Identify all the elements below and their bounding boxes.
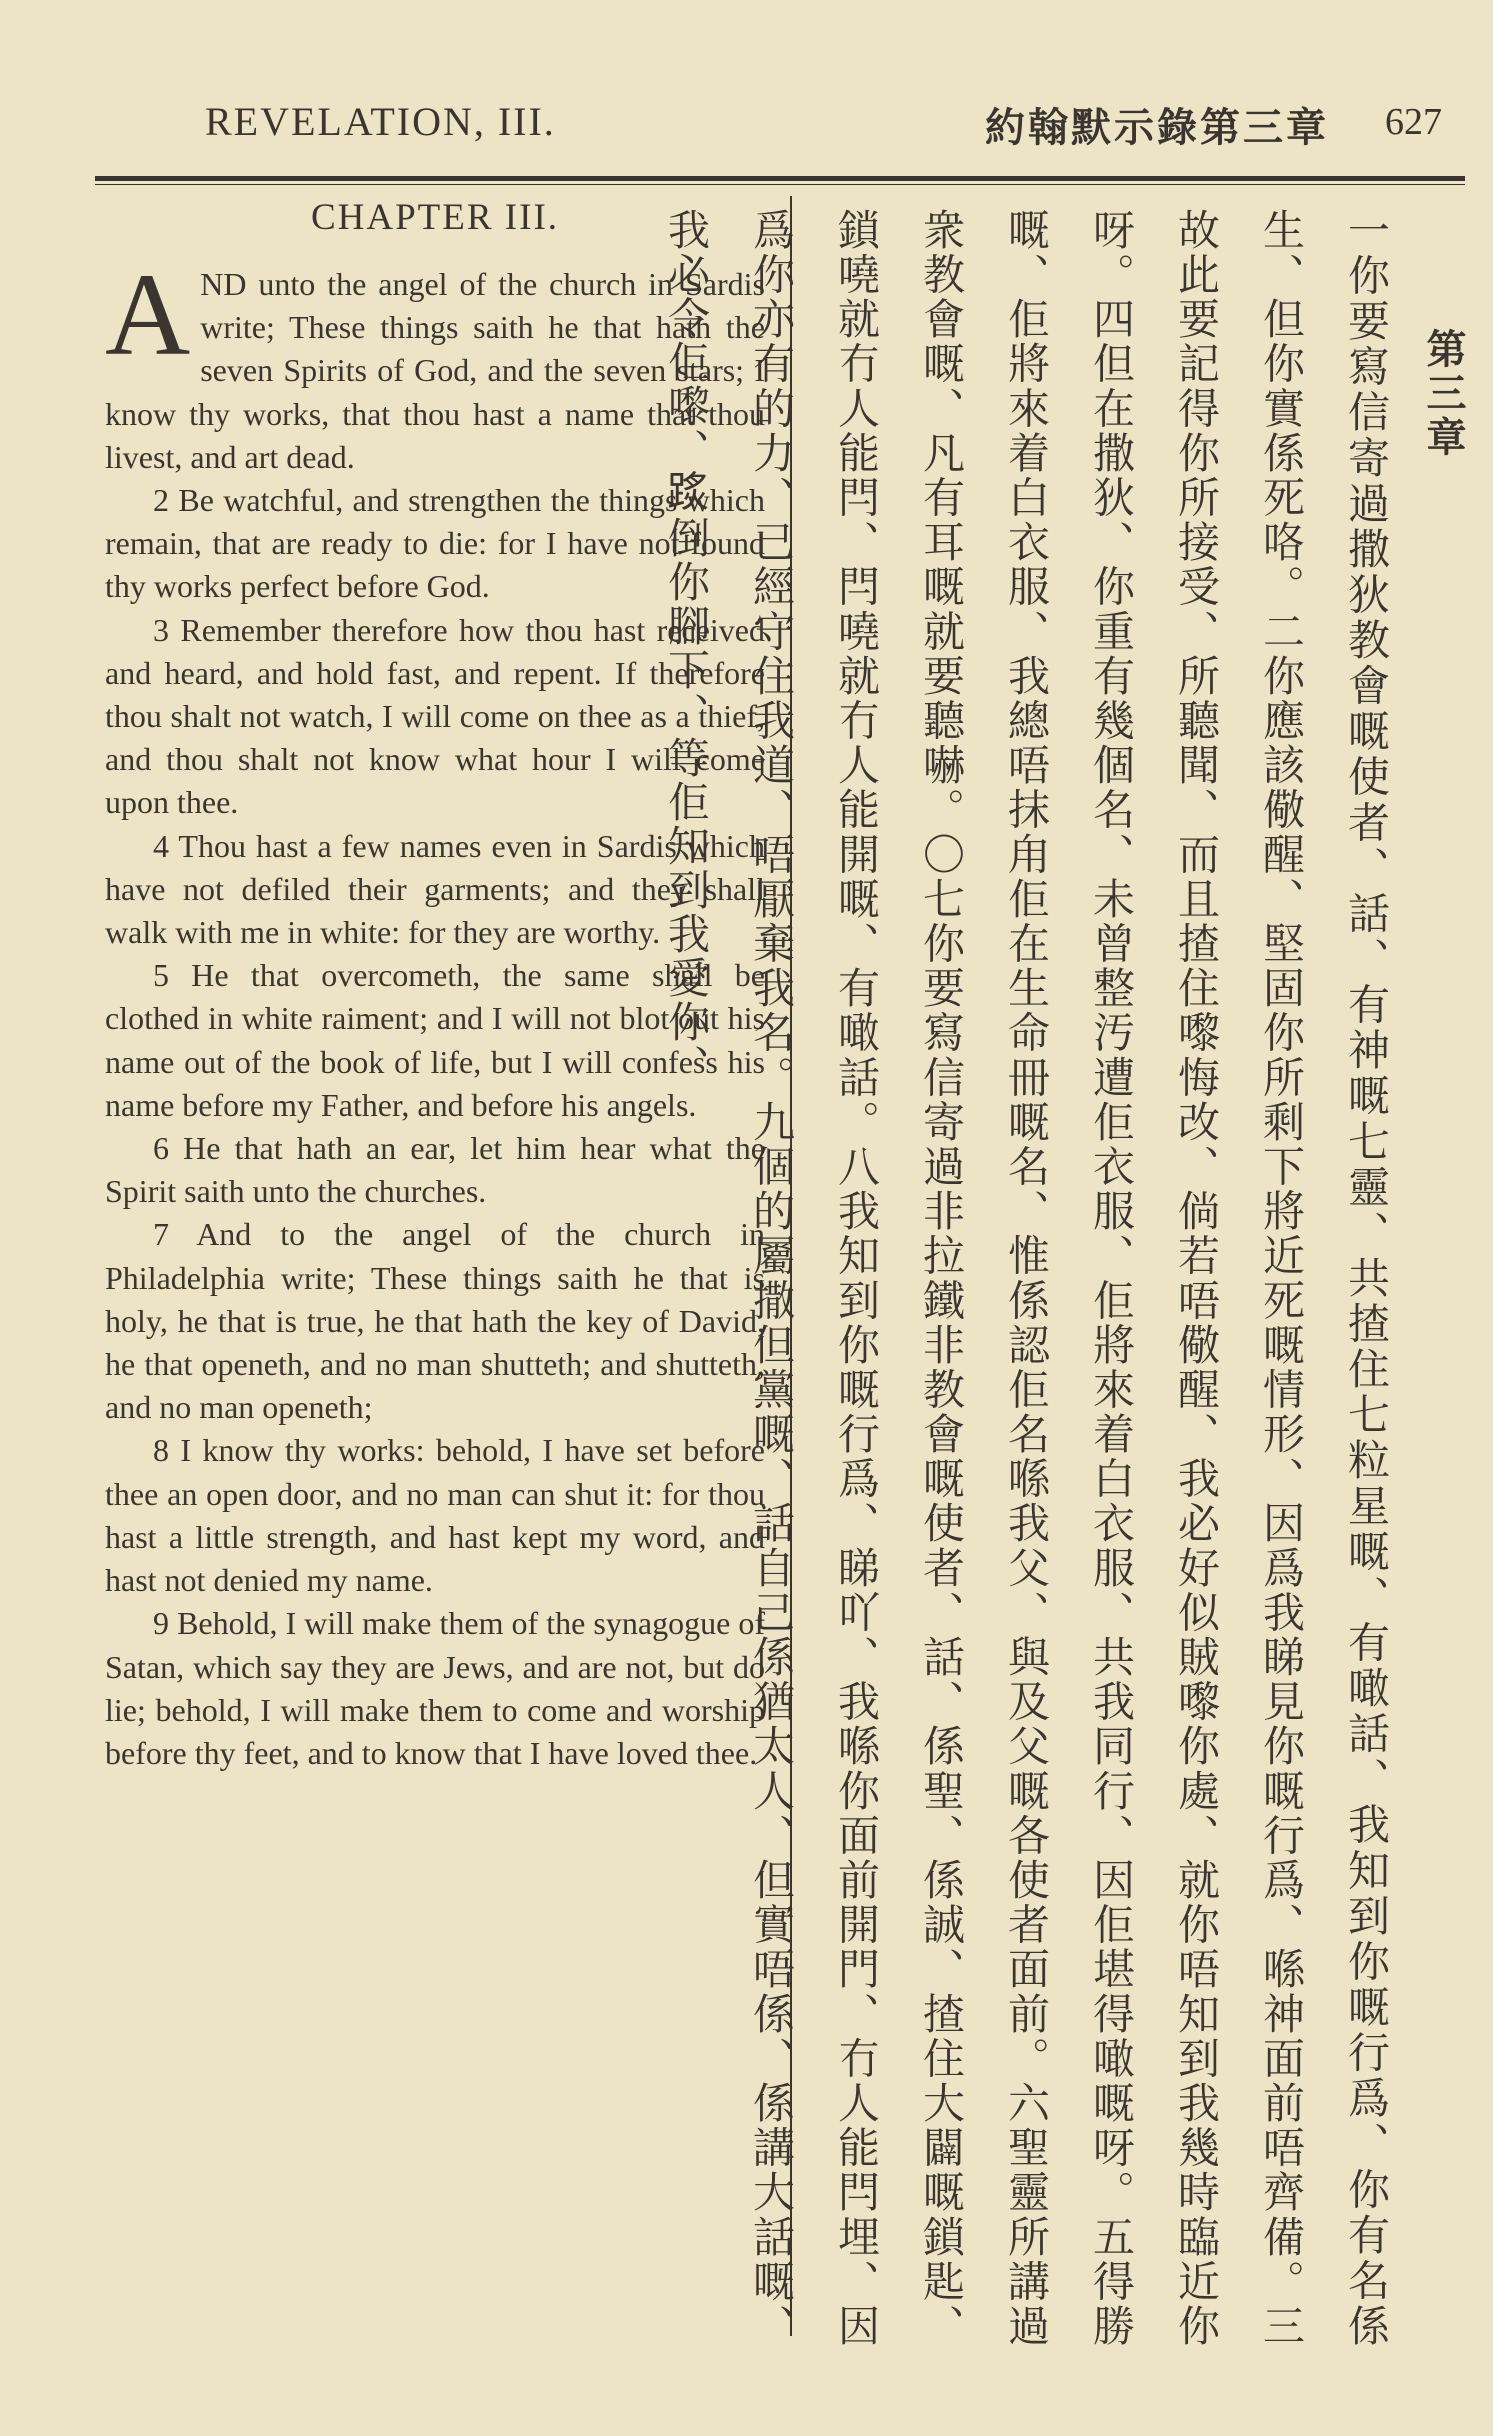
verse-2: 2 Be watchful, and strengthen the things which remain, that are ready to die: for I have not found thy works perfect before God.: [105, 482, 765, 605]
chapter-heading: CHAPTER III.: [310, 197, 560, 238]
header-rule-thin: [95, 184, 1465, 185]
verse-4: 4 Thou hast a few names even in Sardis which have not defiled their garments; and they shall walk with me in white: for they are worthy.: [105, 827, 765, 951]
verse-1-text: ND unto the angel of the church in Sardis write; These things saith he that hath the seven Spirits of God, and the seven stars; I know thy works, that thou hast a name that thou livest, and art dead.: [105, 266, 765, 475]
chinese-column: [662, 208, 1472, 2348]
running-header-english: REVELATION, III.: [205, 99, 556, 144]
chinese-chapter-heading: 第三章: [1420, 328, 1466, 460]
chinese-text: 一你要寫信寄過撒狄教會嘅使者、話、有神嘅七靈、共揸住七粒星嘅、有噉話、我知到你嘅行爲、你有名係生、但你實係死咯。二你應該儆醒、堅固你所剩下將近死嘅情形、因爲我睇見你嘅行爲、喺神面前唔齊備。三故此要記得你所接受、所聽聞、而且揸住嚟悔改、倘若唔儆醒、我必好似賊嚟你處、就你唔知到我幾時臨近你呀。四但在撒狄、你重有幾個名、未曾整汚遭佢衣服、佢將來着白衣服、共我同行、因佢堪得噉嘅呀。五得勝嘅、佢將來着白衣服、我總唔抹甪佢在生命冊嘅名、惟係認佢名喺我父、與及父嘅各使者面前。六聖靈所講過衆教會嘅、凡有耳嘅就要聽嚇。〇七你要寫信寄過非拉鐵非教會嘅使者、話、係聖、係誠、揸住大闢嘅鎖匙、鎖嘵就冇人能閂、閂嘵就冇人能開嘅、有噉話。八我知到你嘅行爲、睇吖、我喺你面前開門、冇人能閂埋、因爲你亦有的力、已經守住我道、唔厭棄我名。九個的屬撒但黨嘅、話自己係猶太人、但實唔係、係講大話嘅、我必令佢嚟、𨂂倒你腳下、等佢知到我愛你、: [662, 208, 1391, 2348]
header-rule-thick: [95, 176, 1465, 181]
verse-9: 9 Behold, I will make them of the synagogue of Satan, which say they are Jews, and are not, but do lie; behold, I will make them to come and worship before thy feet, and to know that I have loved thee.: [105, 1605, 765, 1771]
page-number: 627: [1385, 101, 1442, 143]
drop-cap: A: [105, 249, 191, 380]
verse-8: 8 I know thy works: behold, I have set before thee an open door, and no man can shut it: for thou hast a little strength, and hast kept my word, and hast not denied my name.: [105, 1432, 765, 1599]
running-header-chinese: 約翰默示錄第三章: [985, 104, 1329, 151]
verse-5: 5 He that overcometh, the same shall be clothed in white raiment; and I will not blot out his name out of the book of life, but I will confess his name before my Father, and before his angels.: [105, 957, 765, 1123]
verse-6: 6 He that hath an ear, let him hear what the Spirit saith unto the churches.: [105, 1130, 765, 1210]
verse-7: 7 And to the angel of the church in Philadelphia write; These things saith he that is holy, he that is true, he that hath the key of David, he that openeth, and no man shutteth; and shutteth, and no man openeth;: [105, 1216, 765, 1426]
verse-3: 3 Remember therefore how thou hast received and heard, and hold fast, and repent. If therefore thou shalt not watch, I will come on thee as a thief, and thou shalt not know what hour I will come upon thee.: [105, 611, 765, 821]
